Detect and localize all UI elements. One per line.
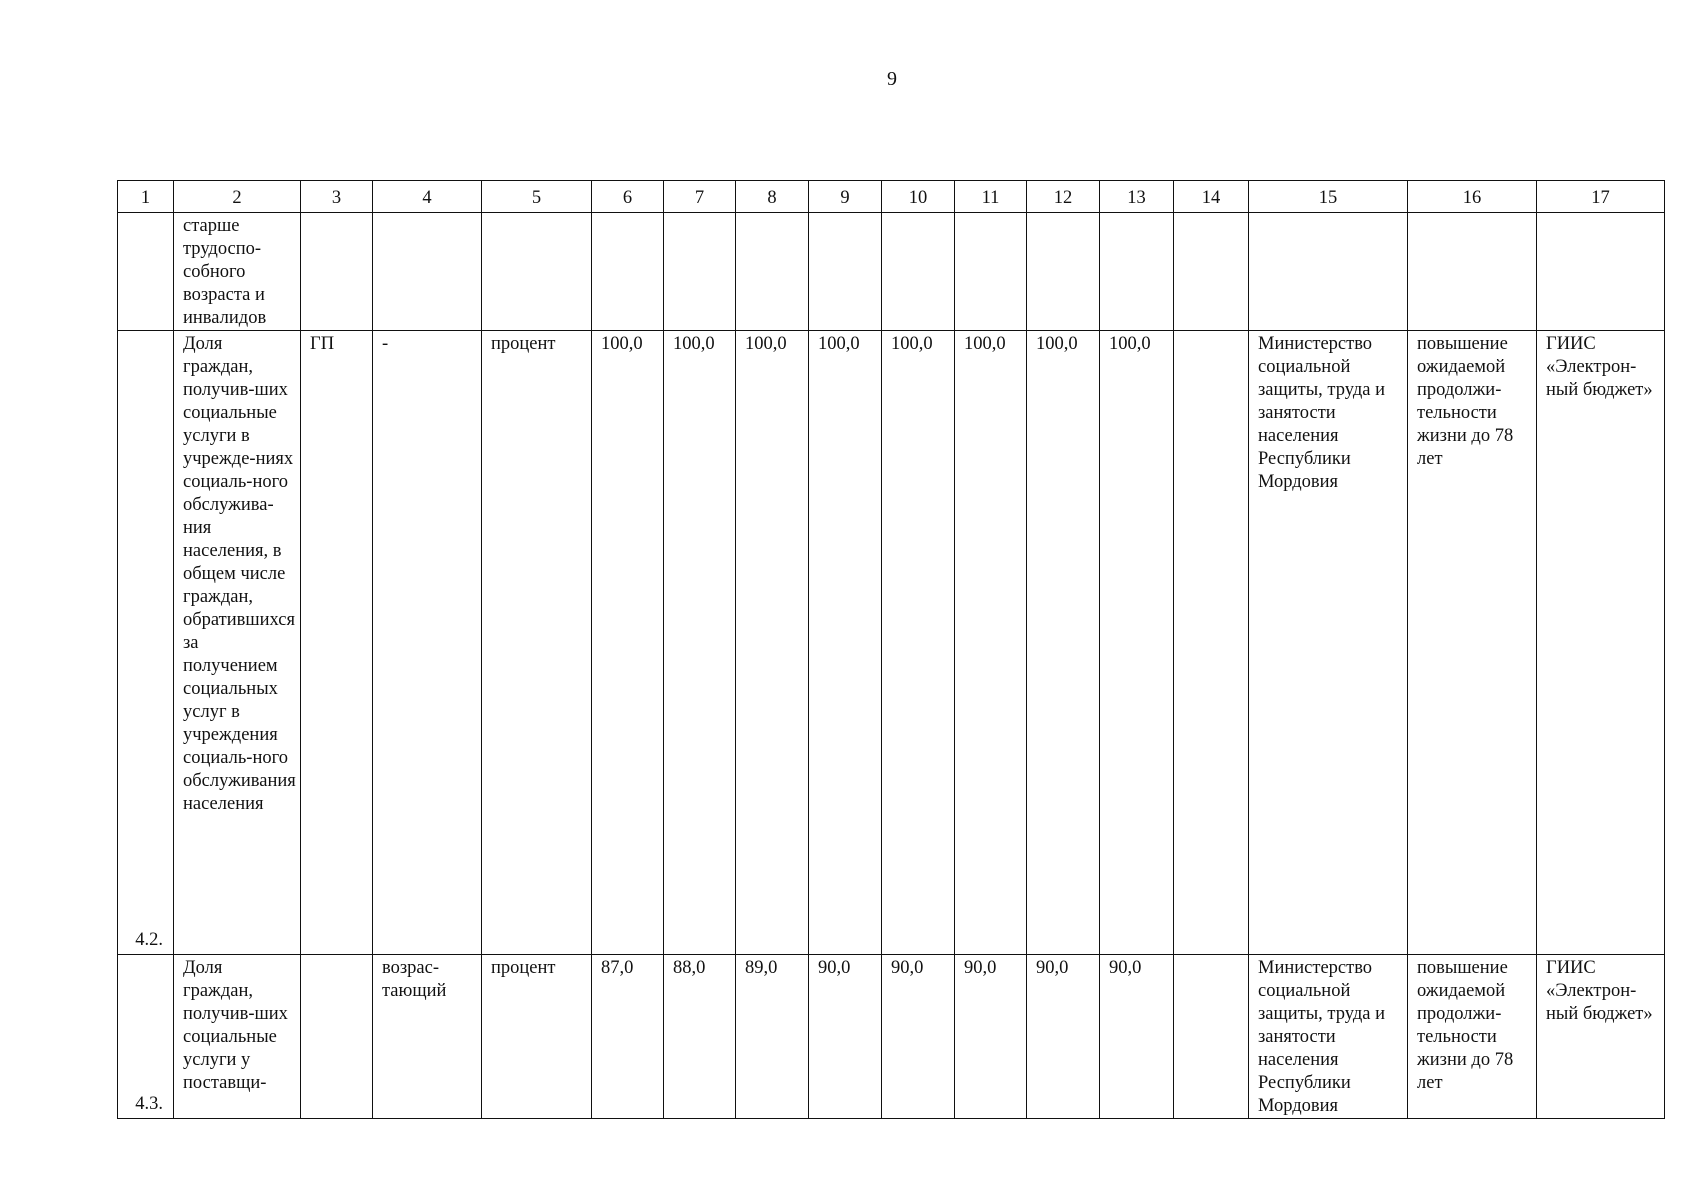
indicator-name: Доля граждан, получив-ших социальные услуги у поставщи- <box>174 955 301 1119</box>
column-header: 10 <box>882 181 955 213</box>
value-cell <box>1174 213 1249 331</box>
column-header: 11 <box>955 181 1027 213</box>
target-goal: повышение ожидаемой продолжи-тельности жизни до 78 лет <box>1408 955 1537 1119</box>
column-header: 16 <box>1408 181 1537 213</box>
target-goal <box>1408 213 1537 331</box>
column-header: 13 <box>1100 181 1174 213</box>
indicator-name: старше трудоспо-собного возраста и инвалидов <box>174 213 301 331</box>
value-cell: 100,0 <box>882 331 955 955</box>
table-row <box>118 213 1665 331</box>
cell-level: ГП <box>301 331 373 955</box>
value-cell: 90,0 <box>809 955 882 1119</box>
value-cell: 90,0 <box>1100 955 1174 1119</box>
cell-unit: процент <box>482 331 592 955</box>
indicator-table <box>117 180 1665 1119</box>
responsible-agency: Министерство социальной защиты, труда и занятости населения Республики Мордовия <box>1249 955 1408 1119</box>
page-number: 9 <box>887 68 897 90</box>
value-cell: 87,0 <box>592 955 664 1119</box>
value-cell: 100,0 <box>809 331 882 955</box>
value-cell: 90,0 <box>1027 955 1100 1119</box>
column-header: 2 <box>174 181 301 213</box>
information-system: ГИИС «Электрон-ный бюджет» <box>1537 331 1665 955</box>
value-cell <box>1027 213 1100 331</box>
column-header: 3 <box>301 181 373 213</box>
column-header: 15 <box>1249 181 1408 213</box>
row-number <box>118 213 174 331</box>
value-cell: 90,0 <box>955 955 1027 1119</box>
cell-unit <box>482 213 592 331</box>
responsible-agency <box>1249 213 1408 331</box>
column-header: 12 <box>1027 181 1100 213</box>
value-cell: 88,0 <box>664 955 736 1119</box>
column-header: 1 <box>118 181 174 213</box>
row-number: 4.3. <box>118 955 174 1119</box>
value-cell: 100,0 <box>664 331 736 955</box>
value-cell: 100,0 <box>592 331 664 955</box>
value-cell <box>882 213 955 331</box>
value-cell <box>736 213 809 331</box>
value-cell: 100,0 <box>1027 331 1100 955</box>
value-cell: 89,0 <box>736 955 809 1119</box>
cell-unit: процент <box>482 955 592 1119</box>
row-number: 4.2. <box>118 331 174 955</box>
value-cell: 100,0 <box>955 331 1027 955</box>
cell-level <box>301 955 373 1119</box>
column-header: 14 <box>1174 181 1249 213</box>
information-system <box>1537 213 1665 331</box>
value-cell <box>955 213 1027 331</box>
value-cell <box>809 213 882 331</box>
column-header: 5 <box>482 181 592 213</box>
indicator-name: Доля граждан, получив-ших социальные услуги в учрежде-ниях социаль-ного обслужива-ния населения, в общем числе граждан, обратившихся за получением социальных услуг в учреждения социаль-ного обслуживания населения <box>174 331 301 955</box>
value-cell <box>1174 955 1249 1119</box>
value-cell: 100,0 <box>736 331 809 955</box>
value-cell: 100,0 <box>1100 331 1174 955</box>
cell-trend: возрас-тающий <box>373 955 482 1119</box>
column-header: 4 <box>373 181 482 213</box>
cell-trend <box>373 213 482 331</box>
value-cell <box>1100 213 1174 331</box>
value-cell <box>664 213 736 331</box>
value-cell <box>1174 331 1249 955</box>
target-goal: повышение ожидаемой продолжи-тельности жизни до 78 лет <box>1408 331 1537 955</box>
header-row <box>118 181 1665 213</box>
value-cell: 90,0 <box>882 955 955 1119</box>
cell-trend: - <box>373 331 482 955</box>
column-header: 8 <box>736 181 809 213</box>
column-header: 17 <box>1537 181 1665 213</box>
value-cell <box>592 213 664 331</box>
information-system: ГИИС «Электрон-ный бюджет» <box>1537 955 1665 1119</box>
cell-level <box>301 213 373 331</box>
table-row <box>118 331 1665 955</box>
column-header: 9 <box>809 181 882 213</box>
table-row <box>118 955 1665 1119</box>
responsible-agency: Министерство социальной защиты, труда и занятости населения Республики Мордовия <box>1249 331 1408 955</box>
column-header: 7 <box>664 181 736 213</box>
column-header: 6 <box>592 181 664 213</box>
